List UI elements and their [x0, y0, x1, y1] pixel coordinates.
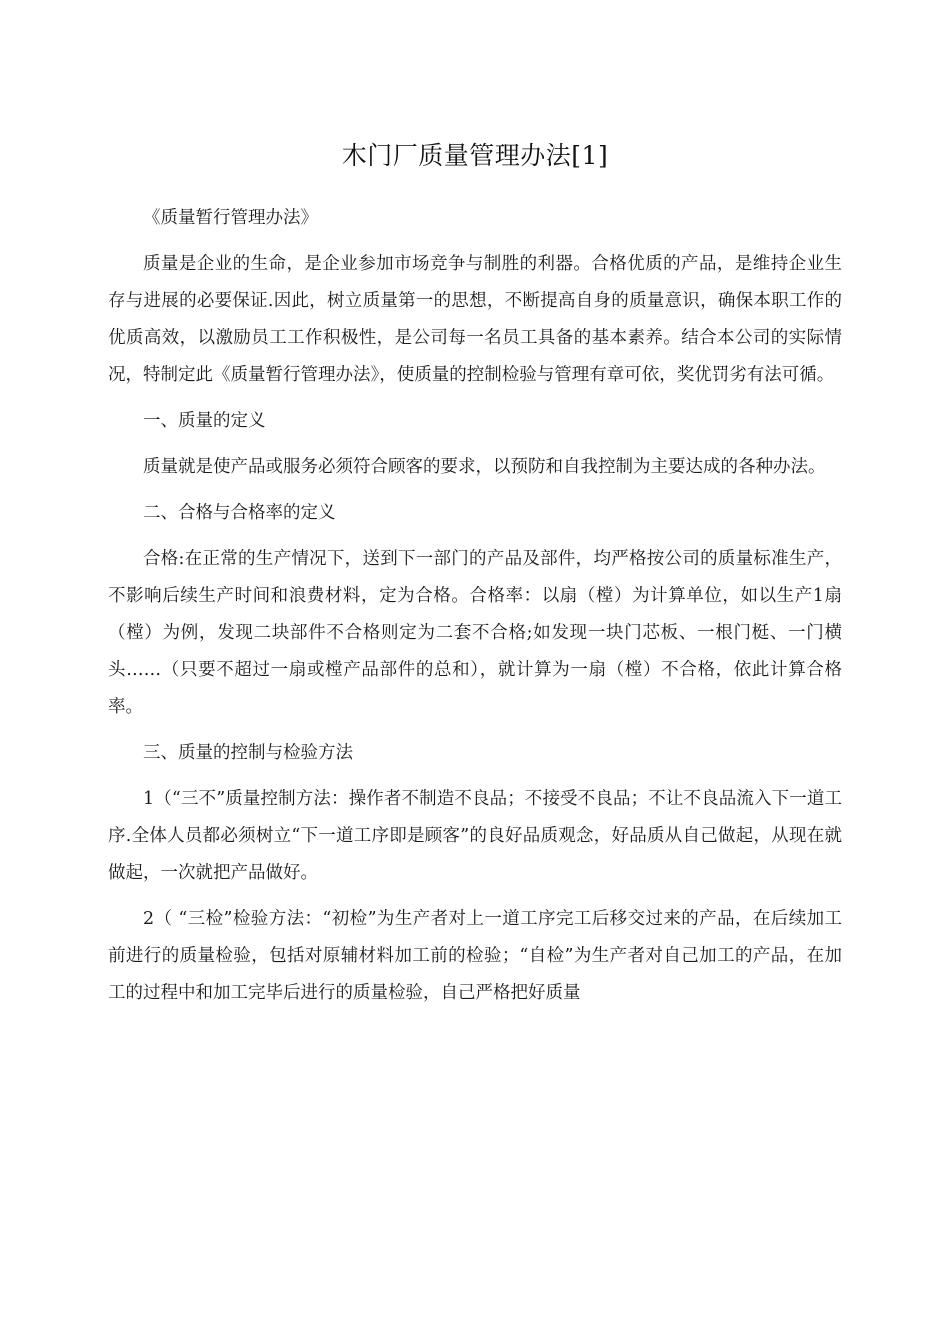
section-1-body: 质量就是使产品或服务必须符合顾客的要求，以预防和自我控制为主要达成的各种办法。 [143, 457, 826, 477]
document-subtitle: 《质量暂行管理办法》 [143, 208, 318, 228]
section-3-item-2: 2（ “三检”检验方法：“初检”为生产者对上一道工序完工后移交过来的产品，在后续加工前进行的质量检验，包括对原辅材料加工前的检验；“自检”为生产者对自己加工的产品，在加工的过程中和加工完毕后进行的质量检验，自己严格把好质量 [108, 909, 842, 1003]
section-2-body: 合格:在正常的生产情况下，送到下一部门的产品及部件，均严格按公司的质量标准生产，不影响后续生产时间和浪费材料，定为合格。合格率：以扇（樘）为计算单位，如以生产1扇（樘）为例，发现二块部件不合格则定为二套不合格;如发现一块门芯板、一根门梃、一门横头……（只要不超过一扇或樘产品部件的总和），就计算为一扇（樘）不合格，依此计算合格率。 [108, 549, 842, 717]
document-title: 木门厂质量管理办法[1] [341, 141, 609, 170]
document-body [108, 200, 842, 1021]
section-3-heading: 三、质量的控制与检验方法 [143, 743, 353, 763]
section-3-item-1: 1（“三不”质量控制方法：操作者不制造不良品；不接受不良品；不让不良品流入下一道工序.全体人员都必须树立“下一道工序即是顾客”的良好品质观念，好品质从自己做起，从现在就做起，一次就把产品做好。 [108, 789, 842, 883]
section-2-heading: 二、合格与合格率的定义 [143, 503, 336, 523]
section-1-heading: 一、质量的定义 [143, 411, 266, 431]
intro-paragraph: 质量是企业的生命，是企业参加市场竞争与制胜的利器。合格优质的产品，是维持企业生存与进展的必要保证.因此，树立质量第一的思想，不断提高自身的质量意识，确保本职工作的优质高效，以激励员工工作积极性，是公司每一名员工具备的基本素养。结合本公司的实际情况，特制定此《质量暂行管理办法》，使质量的控制检验与管理有章可依，奖优罚劣有法可循。 [108, 254, 842, 385]
